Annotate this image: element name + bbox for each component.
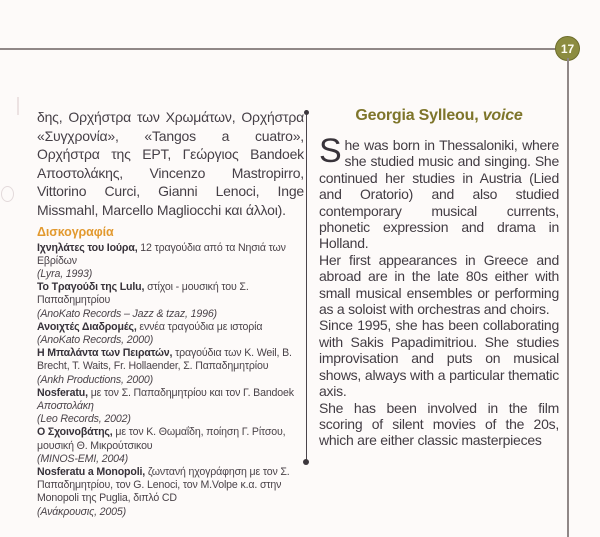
bio-paragraph-1-text: he was born in Thessaloniki, where she studied music and singing. She continued her studies in Austria (Lied and Oratorio) and also studied contemporary musical currents, phonetic expression and drama in Holland. — [319, 137, 559, 252]
album-record-label: (MINOS-EMI, 2004) — [37, 452, 129, 465]
top-border-rule — [0, 48, 556, 50]
album-description-italic: Αποστολάκη — [37, 400, 94, 412]
bio-paragraph-4: She has been involved in the film scoring of silent movies of the 20s, which are either classic masterpieces — [319, 399, 559, 449]
album-title: Το Τραγούδι της Lulu, — [37, 281, 145, 294]
album-record-label: (Leo Records, 2002) — [37, 413, 131, 426]
album-description: στίχοι - μουσική του Σ. Παπαδημητρίου — [37, 281, 249, 307]
album-description: με τον Σ. Παπαδημητρίου και τον Γ. Bandoek — [90, 386, 294, 399]
article-heading — [319, 106, 559, 125]
column-divider-line — [306, 114, 307, 462]
album-record-label: (Ανάκρουσις, 2005) — [37, 505, 126, 518]
discography-entry — [37, 426, 304, 466]
biography-text — [319, 132, 559, 449]
album-title: Η Μπαλάντα των Πειρατών, — [37, 347, 173, 360]
album-title: Ο Σχοινοβάτης, — [37, 426, 113, 439]
discography-heading: Δισκογραφία — [37, 224, 114, 239]
left-column — [37, 108, 304, 519]
discography-list — [37, 242, 304, 519]
album-record-label: (Lyra, 1993) — [37, 267, 93, 280]
album-record-label: (Ankh Productions, 2000) — [37, 373, 153, 386]
bio-paragraph-3: Since 1995, she has been collaborating with Sakis Papadimitriou. She studies improvisation and puts on musical shows, always with a particular thematic axis. — [319, 317, 559, 400]
discography-entry — [37, 281, 304, 321]
album-description: 12 τραγούδια από τα Νησιά των Εβρίδων — [37, 241, 286, 267]
page-number: 17 — [560, 41, 575, 56]
artist-role: voice — [482, 107, 523, 124]
bio-paragraph-1 — [319, 132, 559, 252]
bio-paragraph-2: Her first appearances in Greece and abroad are in the late 80s either with small musical ensembles or performing as a soloist with orchestras and choirs. — [319, 251, 559, 318]
album-description: ζωντανή ηχογράφηση με τον Σ. Παπαδημητρίου, τον G. Lenoci, τον M.Volpe κ.α. στην Monopoli της Puglia, διπλό CD — [37, 466, 290, 505]
right-border-rule — [567, 58, 569, 537]
album-title: Nosferatu, — [37, 386, 88, 399]
drop-cap: S — [319, 132, 342, 170]
album-description: με τον Κ. Θωμαΐδη, ποίηση Γ. Ρίτσου, μουσική Θ. Μικρούτσικου — [37, 426, 286, 452]
album-title: Ιχνηλάτες του Ιούρα, — [37, 241, 138, 254]
discography-entry — [37, 387, 304, 427]
artist-name: Georgia Sylleou, — [355, 107, 479, 124]
intro-paragraph: δης, Ορχήστρα των Χρωμάτων, Ορχήστρα «Συγχρονία», «Tangos a cuatro», Ορχήστρα της ΕΡΤ, Γεώργιος Bandoek Αποστολάκης, Vincenzo Mastropirro, Vittorino Curci, Gianni Lenoci, Inge Missmahl, Marcello Magliocchi και άλλοι). — [37, 109, 304, 218]
discography-entry — [37, 347, 304, 387]
album-title: Ανοιχτές Διαδρομές, — [37, 320, 137, 333]
album-title: Nosferatu a Monopoli, — [37, 466, 146, 479]
scan-artifact-scratch — [17, 97, 19, 115]
album-record-label: (AnoKato Records, 2000) — [37, 333, 154, 346]
discography-entry — [37, 242, 304, 282]
album-record-label: (AnoKato Records – Jazz & tzaz, 1996) — [37, 307, 217, 320]
scan-artifact-circle — [1, 186, 14, 202]
right-column — [319, 106, 559, 449]
discography-entry — [37, 466, 304, 519]
divider-top-dot — [304, 110, 309, 115]
album-description: τραγούδια των K. Weil, B. Brecht, T. Waits, Fr. Hollaender, Σ. Παπαδημητρίου — [37, 347, 292, 373]
discography-entry — [37, 321, 304, 347]
album-description: εννέα τραγούδια με ιστορία — [139, 320, 263, 333]
